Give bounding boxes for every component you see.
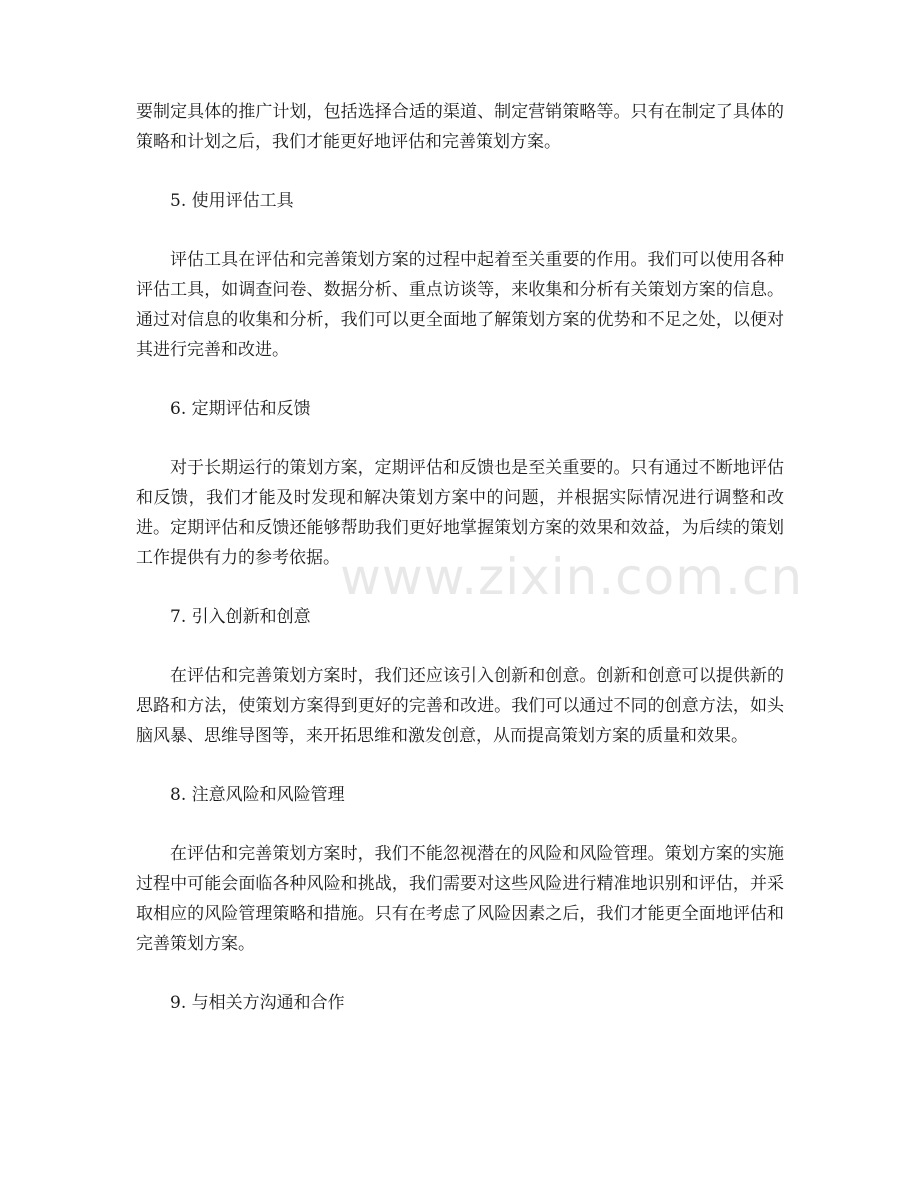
paragraph-gap bbox=[136, 365, 784, 394]
section-7-heading: 7. 引入创新和创意 bbox=[170, 607, 311, 627]
paragraph-gap bbox=[136, 959, 784, 988]
section-6-paragraph: 对于长期运行的策划方案，定期评估和反馈也是至关重要的。只有通过不断地评估和反馈，我们才能及时发现和解决策划方案中的问题，并根据实际情况进行调整和改进。定期评估和反馈还能够帮助我们更好地掌握策划方案的效果和效益，为后续的策划工作提供有力的参考依据。 bbox=[136, 458, 784, 568]
watermark: www.zixin.com.cn bbox=[340, 548, 804, 606]
section-7-paragraph: 在评估和完善策划方案时，我们还应该引入创新和创意。创新和创意可以提供新的思路和方法，使策划方案得到更好的完善和改进。我们可以通过不同的创意方法，如头脑风暴、思维导图等，来开拓思维和激发创意，从而提高策划方案的质量和效果。 bbox=[136, 666, 784, 746]
intro-paragraph: 要制定具体的推广计划，包括选择合适的渠道、制定营销策略等。只有在制定了具体的策略和计划之后，我们才能更好地评估和完善策划方案。 bbox=[136, 102, 784, 152]
section-8-heading: 8. 注意风险和风险管理 bbox=[170, 785, 345, 805]
paragraph-gap bbox=[136, 751, 784, 780]
section-6-heading: 6. 定期评估和反馈 bbox=[170, 399, 311, 419]
section-9-heading: 9. 与相关方沟通和合作 bbox=[170, 993, 345, 1013]
section-5-paragraph: 评估工具在评估和完善策划方案的过程中起着至关重要的作用。我们可以使用各种评估工具，如调查问卷、数据分析、重点访谈等，来收集和分析有关策划方案的信息。通过对信息的收集和分析，我们可以更全面地了解策划方案的优势和不足之处，以便对其进行完善和改进。 bbox=[136, 250, 784, 360]
paragraph-gap bbox=[136, 573, 784, 602]
section-5-heading: 5. 使用评估工具 bbox=[170, 191, 294, 211]
paragraph-gap bbox=[136, 157, 784, 186]
paragraph-gap bbox=[136, 216, 784, 245]
section-8-paragraph: 在评估和完善策划方案时，我们不能忽视潜在的风险和风险管理。策划方案的实施过程中可能会面临各种风险和挑战，我们需要对这些风险进行精准地识别和评估，并采取相应的风险管理策略和措施。只有在考虑了风险因素之后，我们才能更全面地评估和完善策划方案。 bbox=[136, 844, 784, 954]
paragraph-gap bbox=[136, 632, 784, 661]
document-body bbox=[136, 97, 784, 1018]
paragraph-gap bbox=[136, 424, 784, 453]
paragraph-gap bbox=[136, 810, 784, 839]
